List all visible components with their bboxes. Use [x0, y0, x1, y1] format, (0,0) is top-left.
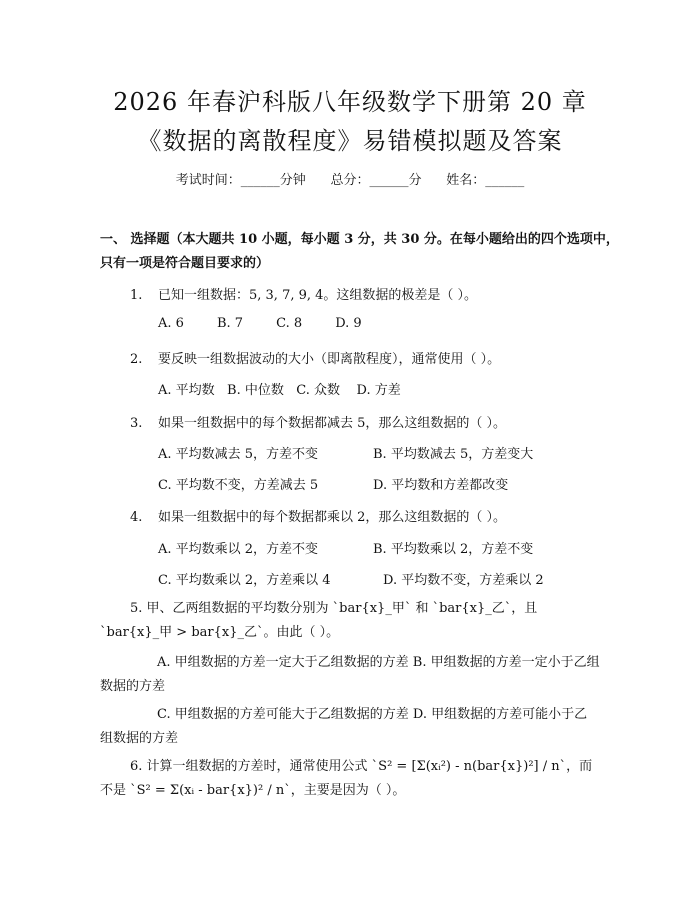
question-text: 已知一组数据：5, 3, 7, 9, 4。这组数据的极差是（ ）。	[158, 288, 478, 303]
question-1-options: A. 6 B. 7 C. 8 D. 9	[158, 316, 362, 331]
question-3-option-a: A. 平均数减去 5，方差不变	[158, 447, 319, 462]
question-4-option-b: B. 平均数乘以 2，方差不变	[373, 542, 534, 557]
question-4	[130, 506, 506, 525]
question-5: 5. 甲、乙两组数据的平均数分别为 `bar{x}_甲` 和 `bar{x}_乙`，且 `bar{x}_甲 > bar{x}_乙`。由此（ ）。	[100, 601, 538, 640]
question-2-options: A. 平均数 B. 中位数 C. 众数 D. 方差	[158, 383, 401, 398]
question-3-option-c: C. 平均数不变，方差减去 5	[158, 478, 319, 493]
question-number: 1.	[130, 288, 143, 303]
exam-meta-line: 考试时间：______分钟 总分：______分 姓名：______	[175, 173, 525, 188]
question-4-option-c: C. 平均数乘以 2，方差乘以 4	[158, 573, 331, 588]
section-heading: 一、 选择题（本大题共 10 小题，每小题 3 分，共 30 分。在每小题给出的四个选项中，只有一项是符合题目要求的）	[100, 232, 619, 271]
question-number: 2.	[130, 352, 143, 367]
page-title-line1: 2026 年春沪科版八年级数学下册第 20 章	[113, 88, 587, 116]
question-text: 要反映一组数据波动的大小（即离散程度），通常使用（ ）。	[158, 352, 501, 367]
question-3-option-d: D. 平均数和方差都改变	[373, 478, 509, 493]
question-3	[130, 412, 506, 431]
question-4-option-a: A. 平均数乘以 2，方差不变	[158, 542, 319, 557]
question-6: 6. 计算一组数据的方差时，通常使用公式 `S² = [Σ(xᵢ²) - n(bar{x})²] / n`，而不是 `S² = Σ(xᵢ - bar{x})² / n`，主要是因为（ ）。	[100, 759, 593, 798]
page-title-line2: 《数据的离散程度》易错模拟题及答案	[137, 127, 563, 155]
question-text: 如果一组数据中的每个数据都减去 5，那么这组数据的（ ）。	[158, 416, 507, 431]
question-2	[130, 348, 500, 367]
question-number: 4.	[130, 510, 143, 525]
question-4-option-d: D. 平均数不变，方差乘以 2	[383, 573, 544, 588]
question-5-options-cd: C. 甲组数据的方差可能大于乙组数据的方差 D. 甲组数据的方差可能小于乙组数据的方差	[100, 707, 588, 746]
question-5-options-ab: A. 甲组数据的方差一定大于乙组数据的方差 B. 甲组数据的方差一定小于乙组数据的方差	[100, 655, 600, 694]
question-3-option-b: B. 平均数减去 5，方差变大	[373, 447, 534, 462]
question-number: 3.	[130, 416, 143, 431]
question-text: 如果一组数据中的每个数据都乘以 2，那么这组数据的（ ）。	[158, 510, 507, 525]
question-1	[130, 284, 477, 303]
